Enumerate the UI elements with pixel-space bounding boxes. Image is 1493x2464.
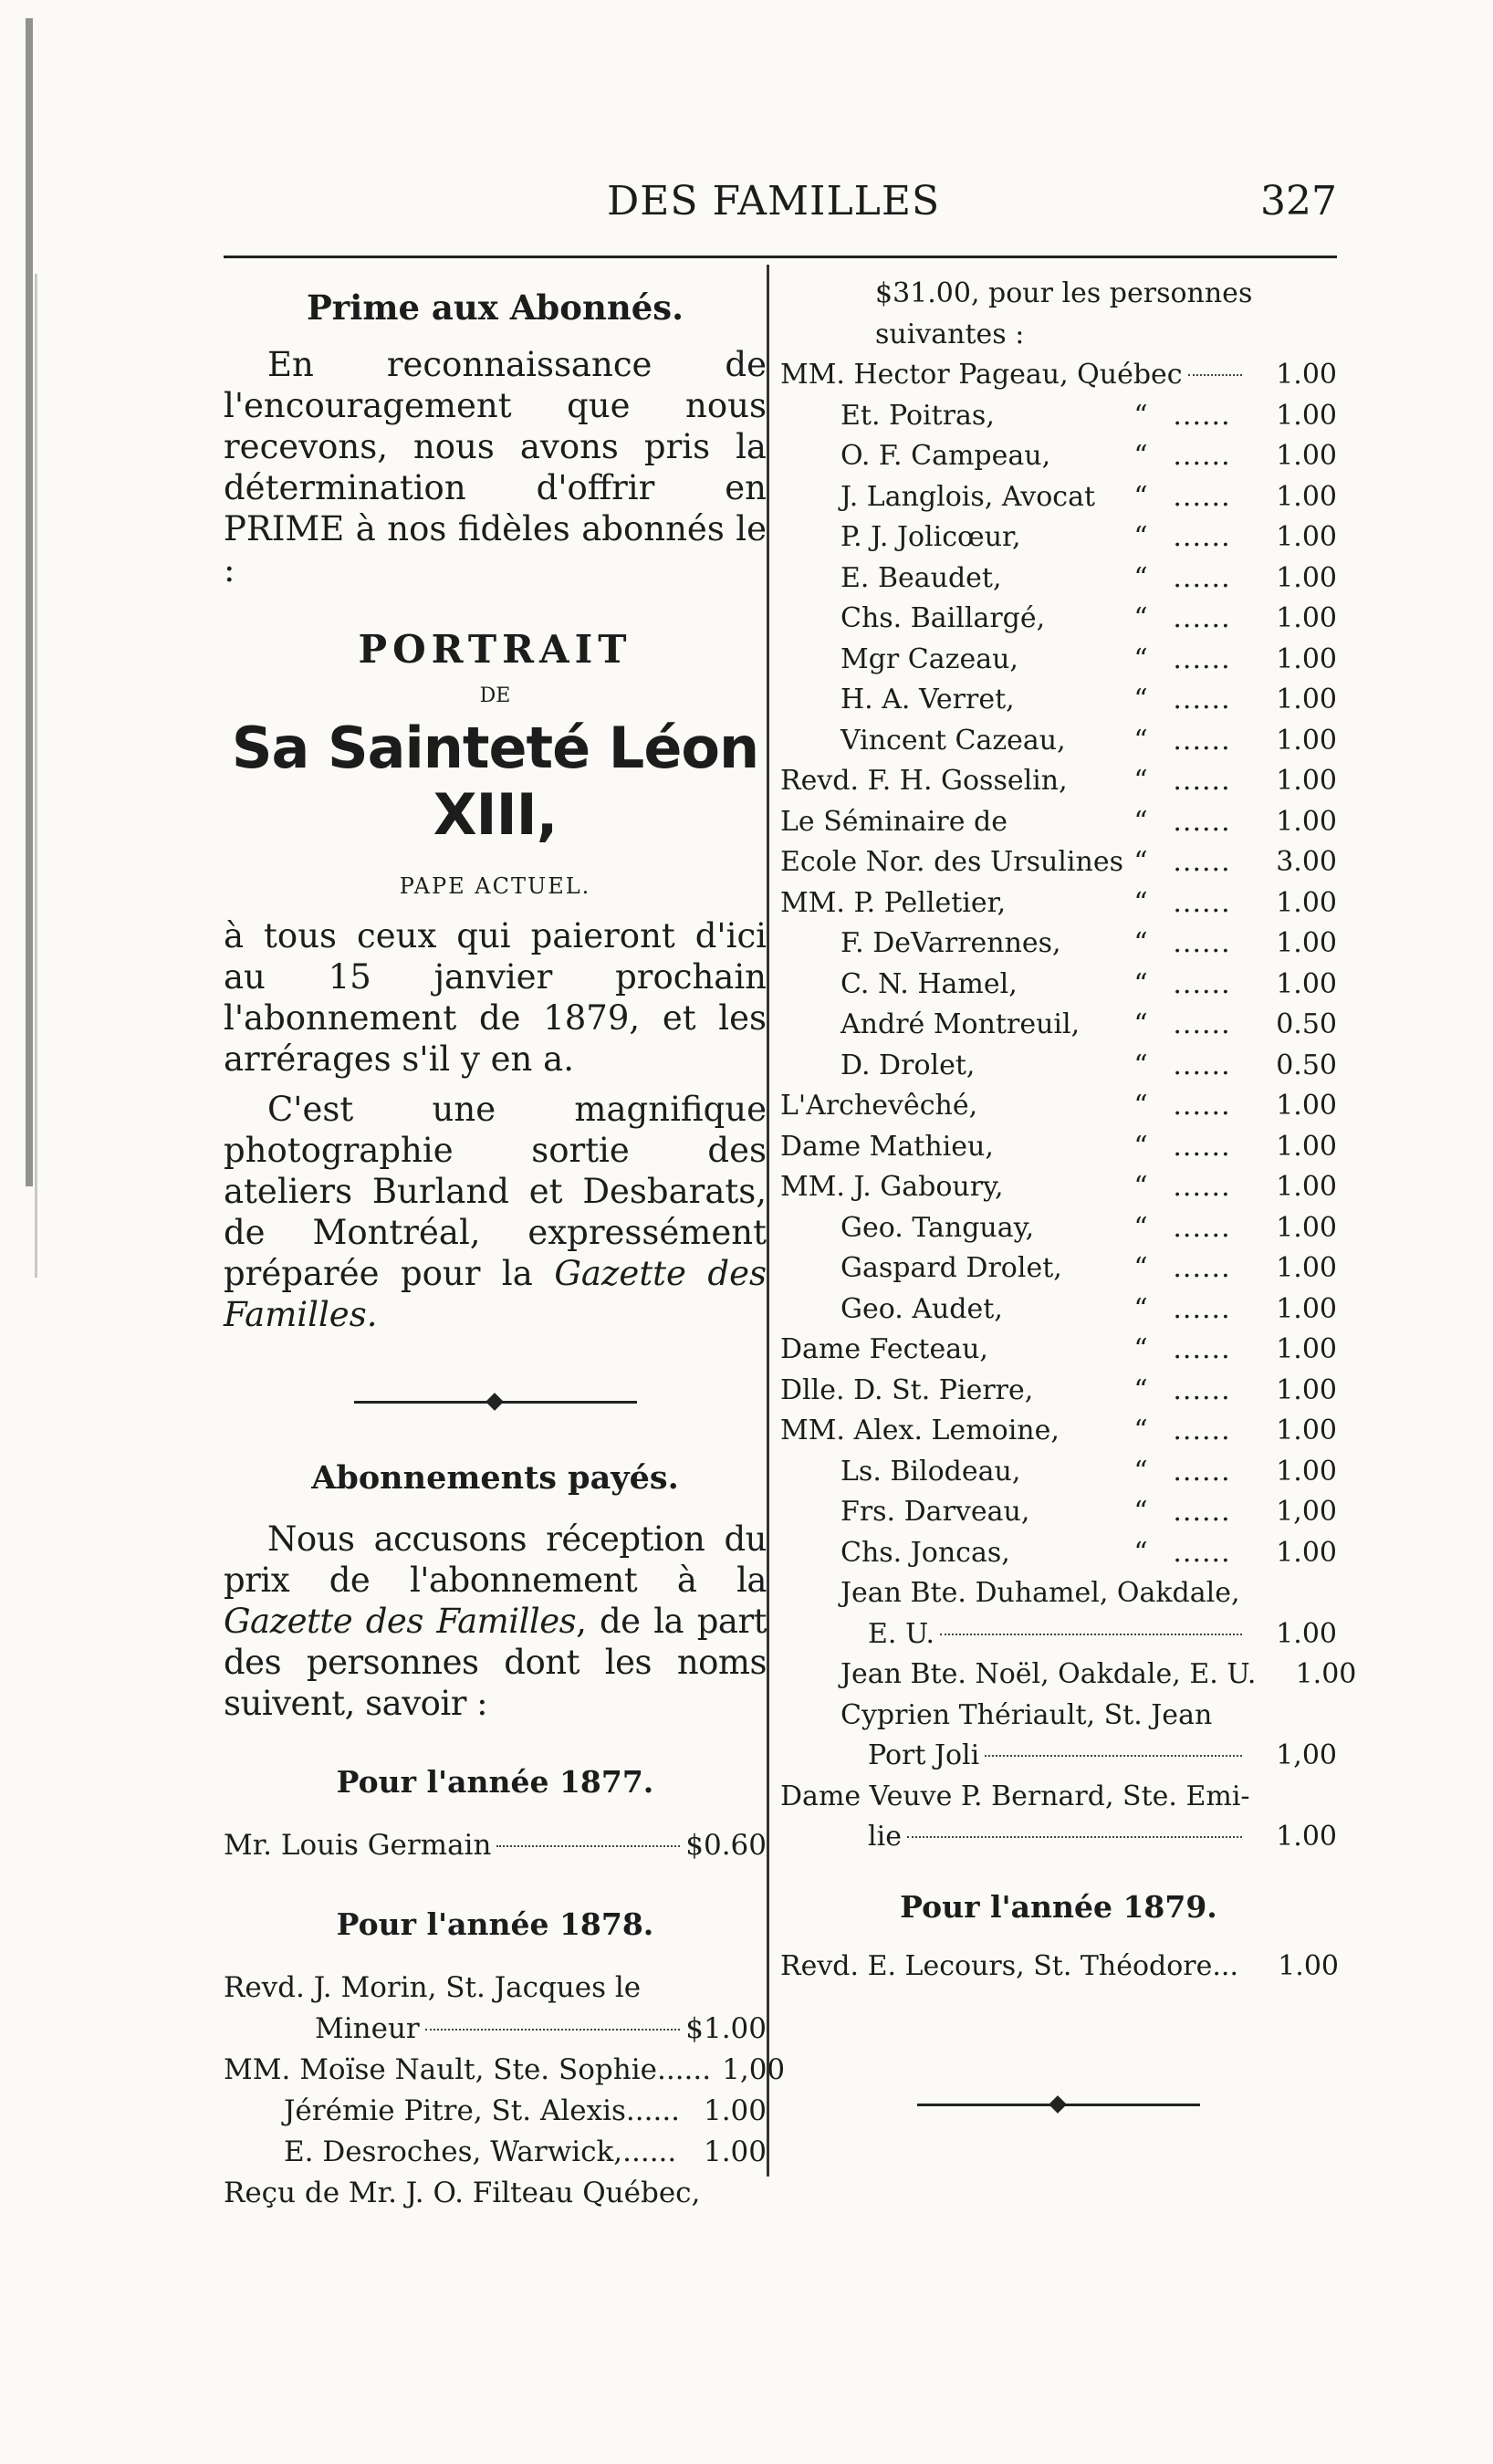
subscriber-name: H. A. Verret,: [840, 684, 1015, 715]
subscriber-name: Chs. Joncas,: [840, 1536, 1010, 1569]
subscriber-name: André Montreuil,: [840, 1008, 1081, 1040]
list-item: [780, 965, 1337, 1006]
amount: 1.00: [1276, 1171, 1337, 1203]
subscriber-name: MM. J. Gaboury,: [780, 1171, 1004, 1203]
subscriber-name: Geo. Tanguay,: [840, 1211, 1035, 1244]
year-1878-heading: Pour l'année 1878.: [336, 1906, 654, 1942]
prime-condition: à tous ceux qui paieront d'ici au 15 janvier prochain l'abonnement de 1879, et les arrérages s'il y en a.: [224, 916, 767, 1079]
leader-dots: ......: [1173, 1090, 1231, 1122]
subscriber-name: MM. Alex. Lemoine,: [780, 1415, 1060, 1446]
list-item: [780, 1248, 1337, 1289]
photo-text: C'est une magnifique photographie sortie des ateliers Burland et Desbarats, de Montréal, expressément préparée pour la: [224, 1090, 767, 1293]
subscriber-name: Mgr Cazeau,: [840, 642, 1018, 675]
list-item: [780, 559, 1337, 600]
leader-dots: ......: [1173, 765, 1231, 797]
list-item: [780, 1492, 1337, 1533]
leader-dots: ......: [1173, 1211, 1231, 1244]
list-item: MM. Moïse Nault, Ste. Sophie...... 1,00: [224, 2053, 786, 2086]
leader-dots: ......: [1173, 1536, 1231, 1569]
subscriber-name: Ecole Nor. des Ursulines: [780, 846, 1123, 878]
ditto-mark: “: [1133, 846, 1148, 878]
ditto-mark: “: [1133, 805, 1148, 838]
portrait-title: PORTRAIT: [358, 627, 632, 672]
abonnements-heading: Abonnements payés.: [311, 1459, 679, 1497]
list-item: [780, 842, 1337, 883]
list-item: Revd. E. Lecours, St. Théodore... 1.00: [780, 1949, 1340, 1982]
subscriber-name: Frs. Darveau,: [840, 1496, 1030, 1528]
list-item: [780, 1046, 1337, 1087]
leader-dots: ......: [1173, 440, 1231, 472]
leader-dots: ......: [1173, 602, 1231, 634]
list-item: [780, 599, 1337, 640]
section-ornament: [917, 2087, 1200, 2124]
leader-dots: ......: [1173, 1130, 1231, 1163]
leader-dots: ......: [1173, 886, 1231, 919]
amount: 1.00: [1276, 1373, 1337, 1406]
subscriber-name: O. F. Campeau,: [840, 440, 1051, 472]
amount: 1.00: [1276, 967, 1337, 1000]
ditto-mark: “: [1133, 1171, 1148, 1203]
ditto-mark: “: [1133, 399, 1148, 432]
amount: 1.00: [1276, 724, 1337, 757]
ditto-mark: “: [1133, 1415, 1148, 1446]
subscriber-name: P. J. Jolicœur,: [840, 521, 1021, 553]
list-item: Cyprien Thériault, St. Jean: [840, 1698, 1213, 1731]
ditto-mark: “: [1133, 480, 1148, 513]
leader-dots: ......: [1173, 480, 1231, 513]
leader-dots: ......: [1173, 1496, 1231, 1528]
page-number: 327: [1260, 178, 1337, 224]
amount: 1,00: [1276, 1496, 1337, 1528]
subscriber-list: [780, 396, 1337, 1574]
intro-start: Nous accusons réception du prix de l'abonnement à la: [224, 1519, 767, 1600]
list-item: Port Joli 1,00: [868, 1739, 1337, 1771]
list-item: [780, 1411, 1337, 1452]
ditto-mark: “: [1133, 1455, 1148, 1488]
amount: 1.00: [1276, 521, 1337, 553]
right-column: [780, 274, 1357, 2124]
ditto-mark: “: [1133, 561, 1148, 594]
amount: 1.00: [1276, 1292, 1337, 1325]
ditto-mark: “: [1133, 765, 1148, 797]
amount: 1.00: [1276, 399, 1337, 432]
subscriber-name: Gaspard Drolet,: [840, 1252, 1062, 1284]
list-item: Jean Bte. Noël, Oakdale, E. U. 1.00: [840, 1658, 1357, 1690]
amount: 1.00: [1276, 684, 1337, 715]
leader-dots: ......: [1173, 1049, 1231, 1081]
recu-total-cont: suivantes :: [875, 318, 1025, 350]
ditto-mark: “: [1133, 602, 1148, 634]
list-item: Revd. J. Morin, St. Jacques le: [224, 1971, 642, 2004]
leader-dots: ......: [1173, 521, 1231, 553]
scan-edge-shadow: [26, 18, 33, 1186]
leader-dots: ......: [1173, 1292, 1231, 1325]
ditto-mark: “: [1133, 967, 1148, 1000]
ditto-mark: “: [1133, 1049, 1148, 1081]
subscriber-name: MM. P. Pelletier,: [780, 886, 1007, 919]
recu-total: $31.00, pour les personnes: [875, 277, 1253, 309]
list-item: [780, 1167, 1337, 1208]
amount: 1.00: [1276, 440, 1337, 472]
amount: 1.00: [1276, 1130, 1337, 1163]
list-item: [780, 721, 1337, 762]
amount: 1.00: [1276, 886, 1337, 919]
running-title: DES FAMILLES: [607, 178, 941, 224]
list-item: Mineur $1.00: [315, 2012, 767, 2045]
portrait-subject: Sa Sainteté Léon XIII,: [231, 715, 759, 848]
ditto-mark: “: [1133, 642, 1148, 675]
intro-gazette: Gazette des Familles: [224, 1602, 577, 1641]
amount: 1.00: [1276, 1211, 1337, 1244]
list-item: [780, 1086, 1337, 1127]
amount: 1.00: [1276, 642, 1337, 675]
ditto-mark: “: [1133, 1496, 1148, 1528]
leader-dots: ......: [1173, 561, 1231, 594]
amount: 1.00: [1276, 1252, 1337, 1284]
list-item: [780, 477, 1337, 518]
leader-dots: ......: [1173, 399, 1231, 432]
leader-dots: ......: [1173, 1333, 1231, 1365]
leader-dots: ......: [1173, 684, 1231, 715]
leader-dots: ......: [1173, 1415, 1231, 1446]
list-item: [780, 883, 1337, 924]
amount: 1.00: [1276, 805, 1337, 838]
subscriber-name: C. N. Hamel,: [840, 967, 1018, 1000]
ditto-mark: “: [1133, 521, 1148, 553]
subscriber-name: Dlle. D. St. Pierre,: [780, 1373, 1034, 1406]
subscriber-name: Revd. F. H. Gosselin,: [780, 765, 1068, 797]
subscriber-name: Le Séminaire de: [780, 805, 1008, 838]
leader-dots: ......: [1173, 1373, 1231, 1406]
prime-heading: Prime aux Abonnés.: [306, 287, 684, 328]
list-item: [780, 1533, 1337, 1574]
list-item: [780, 1127, 1337, 1168]
list-item: MM. Hector Pageau, Québec 1.00: [780, 359, 1337, 391]
amount: 1.00: [1276, 1536, 1337, 1569]
subscriber-name: Ls. Bilodeau,: [840, 1455, 1021, 1488]
subscriber-name: Geo. Audet,: [840, 1292, 1003, 1325]
leader-dots: ......: [1173, 927, 1231, 959]
amount: 1.00: [1276, 1333, 1337, 1365]
list-item: [780, 640, 1337, 681]
list-item: [780, 1371, 1337, 1412]
list-item: [780, 396, 1337, 437]
list-item: [780, 680, 1337, 721]
amount: 0.50: [1276, 1008, 1337, 1040]
abonnements-intro: [224, 1519, 767, 1724]
list-item: Jean Bte. Duhamel, Oakdale,: [840, 1577, 1240, 1609]
list-item: Mr. Louis Germain $0.60: [224, 1829, 767, 1862]
ditto-mark: “: [1133, 724, 1148, 757]
leader-dots: ......: [1173, 1008, 1231, 1040]
leader-dots: ......: [1173, 967, 1231, 1000]
amount: 1.00: [1276, 602, 1337, 634]
list-item: Dame Veuve P. Bernard, Ste. Emi-: [780, 1780, 1250, 1812]
column-divider: [767, 265, 769, 2177]
year-1879-heading: Pour l'année 1879.: [900, 1888, 1217, 1925]
subscriber-name: E. Beaudet,: [840, 561, 1002, 594]
amount: 1.00: [1276, 927, 1337, 959]
amount: 1.00: [1276, 1455, 1337, 1488]
ditto-mark: “: [1133, 1211, 1148, 1244]
list-item: [780, 1005, 1337, 1046]
running-head: [224, 178, 1337, 233]
section-ornament: [354, 1384, 637, 1421]
amount: 1.00: [1276, 1415, 1337, 1446]
header-rule: [224, 256, 1337, 258]
gazette-name: Gazette des Familles.: [224, 1254, 767, 1334]
leader-dots: ......: [1173, 1252, 1231, 1284]
list-item: [780, 924, 1337, 965]
subscriber-name: Et. Poitras,: [840, 399, 995, 432]
recu-line: Reçu de Mr. J. O. Filteau Québec,: [224, 2177, 701, 2209]
subscriber-name: D. Drolet,: [840, 1049, 976, 1081]
scan-edge-shadow-inner: [35, 274, 37, 1278]
portrait-subtitle: PAPE ACTUEL.: [399, 873, 591, 899]
ditto-mark: “: [1133, 1536, 1148, 1569]
subscriber-name: F. DeVarrennes,: [840, 927, 1061, 959]
ditto-mark: “: [1133, 1333, 1148, 1365]
ditto-mark: “: [1133, 886, 1148, 919]
year-1877-heading: Pour l'année 1877.: [336, 1764, 654, 1800]
list-item: [780, 1452, 1337, 1493]
leader-dots: ......: [1173, 846, 1231, 878]
leader-dots: ......: [1173, 1455, 1231, 1488]
left-column: [224, 269, 786, 2214]
subscriber-name: Chs. Baillargé,: [840, 602, 1046, 634]
list-item: [780, 1330, 1337, 1371]
subscriber-name: L'Archevêché,: [780, 1090, 978, 1122]
amount: 0.50: [1276, 1049, 1337, 1081]
subscriber-name: Dame Fecteau,: [780, 1333, 988, 1365]
portrait-de: DE: [479, 684, 511, 707]
ditto-mark: “: [1133, 1252, 1148, 1284]
list-item: [780, 1208, 1337, 1249]
amount: 3.00: [1276, 846, 1337, 878]
prime-photo-text: [224, 1089, 767, 1335]
amount: 1.00: [1276, 480, 1337, 513]
leader-dots: ......: [1173, 1171, 1231, 1203]
amount: 1.00: [1276, 561, 1337, 594]
ditto-mark: “: [1133, 1008, 1148, 1040]
list-item: [780, 761, 1337, 802]
ditto-mark: “: [1133, 927, 1148, 959]
leader-dots: ......: [1173, 805, 1231, 838]
intro-end: , de la part des personnes dont les noms suivent, savoir :: [224, 1602, 767, 1723]
list-item: lie 1.00: [868, 1821, 1337, 1853]
list-item: Jérémie Pitre, St. Alexis...... 1.00: [284, 2094, 767, 2127]
amount: 1.00: [1276, 765, 1337, 797]
prime-intro: En reconnaissance de l'encouragement que nous recevons, nous avons pris la détermination d'offrir en PRIME à nos fidèles abonnés le :: [224, 345, 767, 590]
ditto-mark: “: [1133, 684, 1148, 715]
leader-dots: ......: [1173, 642, 1231, 675]
leader-dots: ......: [1173, 724, 1231, 757]
list-item: E. Desroches, Warwick,...... 1.00: [284, 2135, 767, 2168]
subscriber-name: J. Langlois, Avocat: [840, 480, 1096, 513]
list-item: [780, 802, 1337, 843]
subscriber-name: Vincent Cazeau,: [840, 724, 1066, 757]
ditto-mark: “: [1133, 440, 1148, 472]
list-item: [780, 517, 1337, 559]
list-item: [780, 1289, 1337, 1331]
ditto-mark: “: [1133, 1130, 1148, 1163]
amount: 1.00: [1276, 1090, 1337, 1122]
list-item: E. U. 1.00: [868, 1617, 1337, 1650]
ditto-mark: “: [1133, 1292, 1148, 1325]
subscriber-name: Dame Mathieu,: [780, 1130, 994, 1163]
ditto-mark: “: [1133, 1090, 1148, 1122]
ditto-mark: “: [1133, 1373, 1148, 1406]
list-item: [780, 436, 1337, 477]
